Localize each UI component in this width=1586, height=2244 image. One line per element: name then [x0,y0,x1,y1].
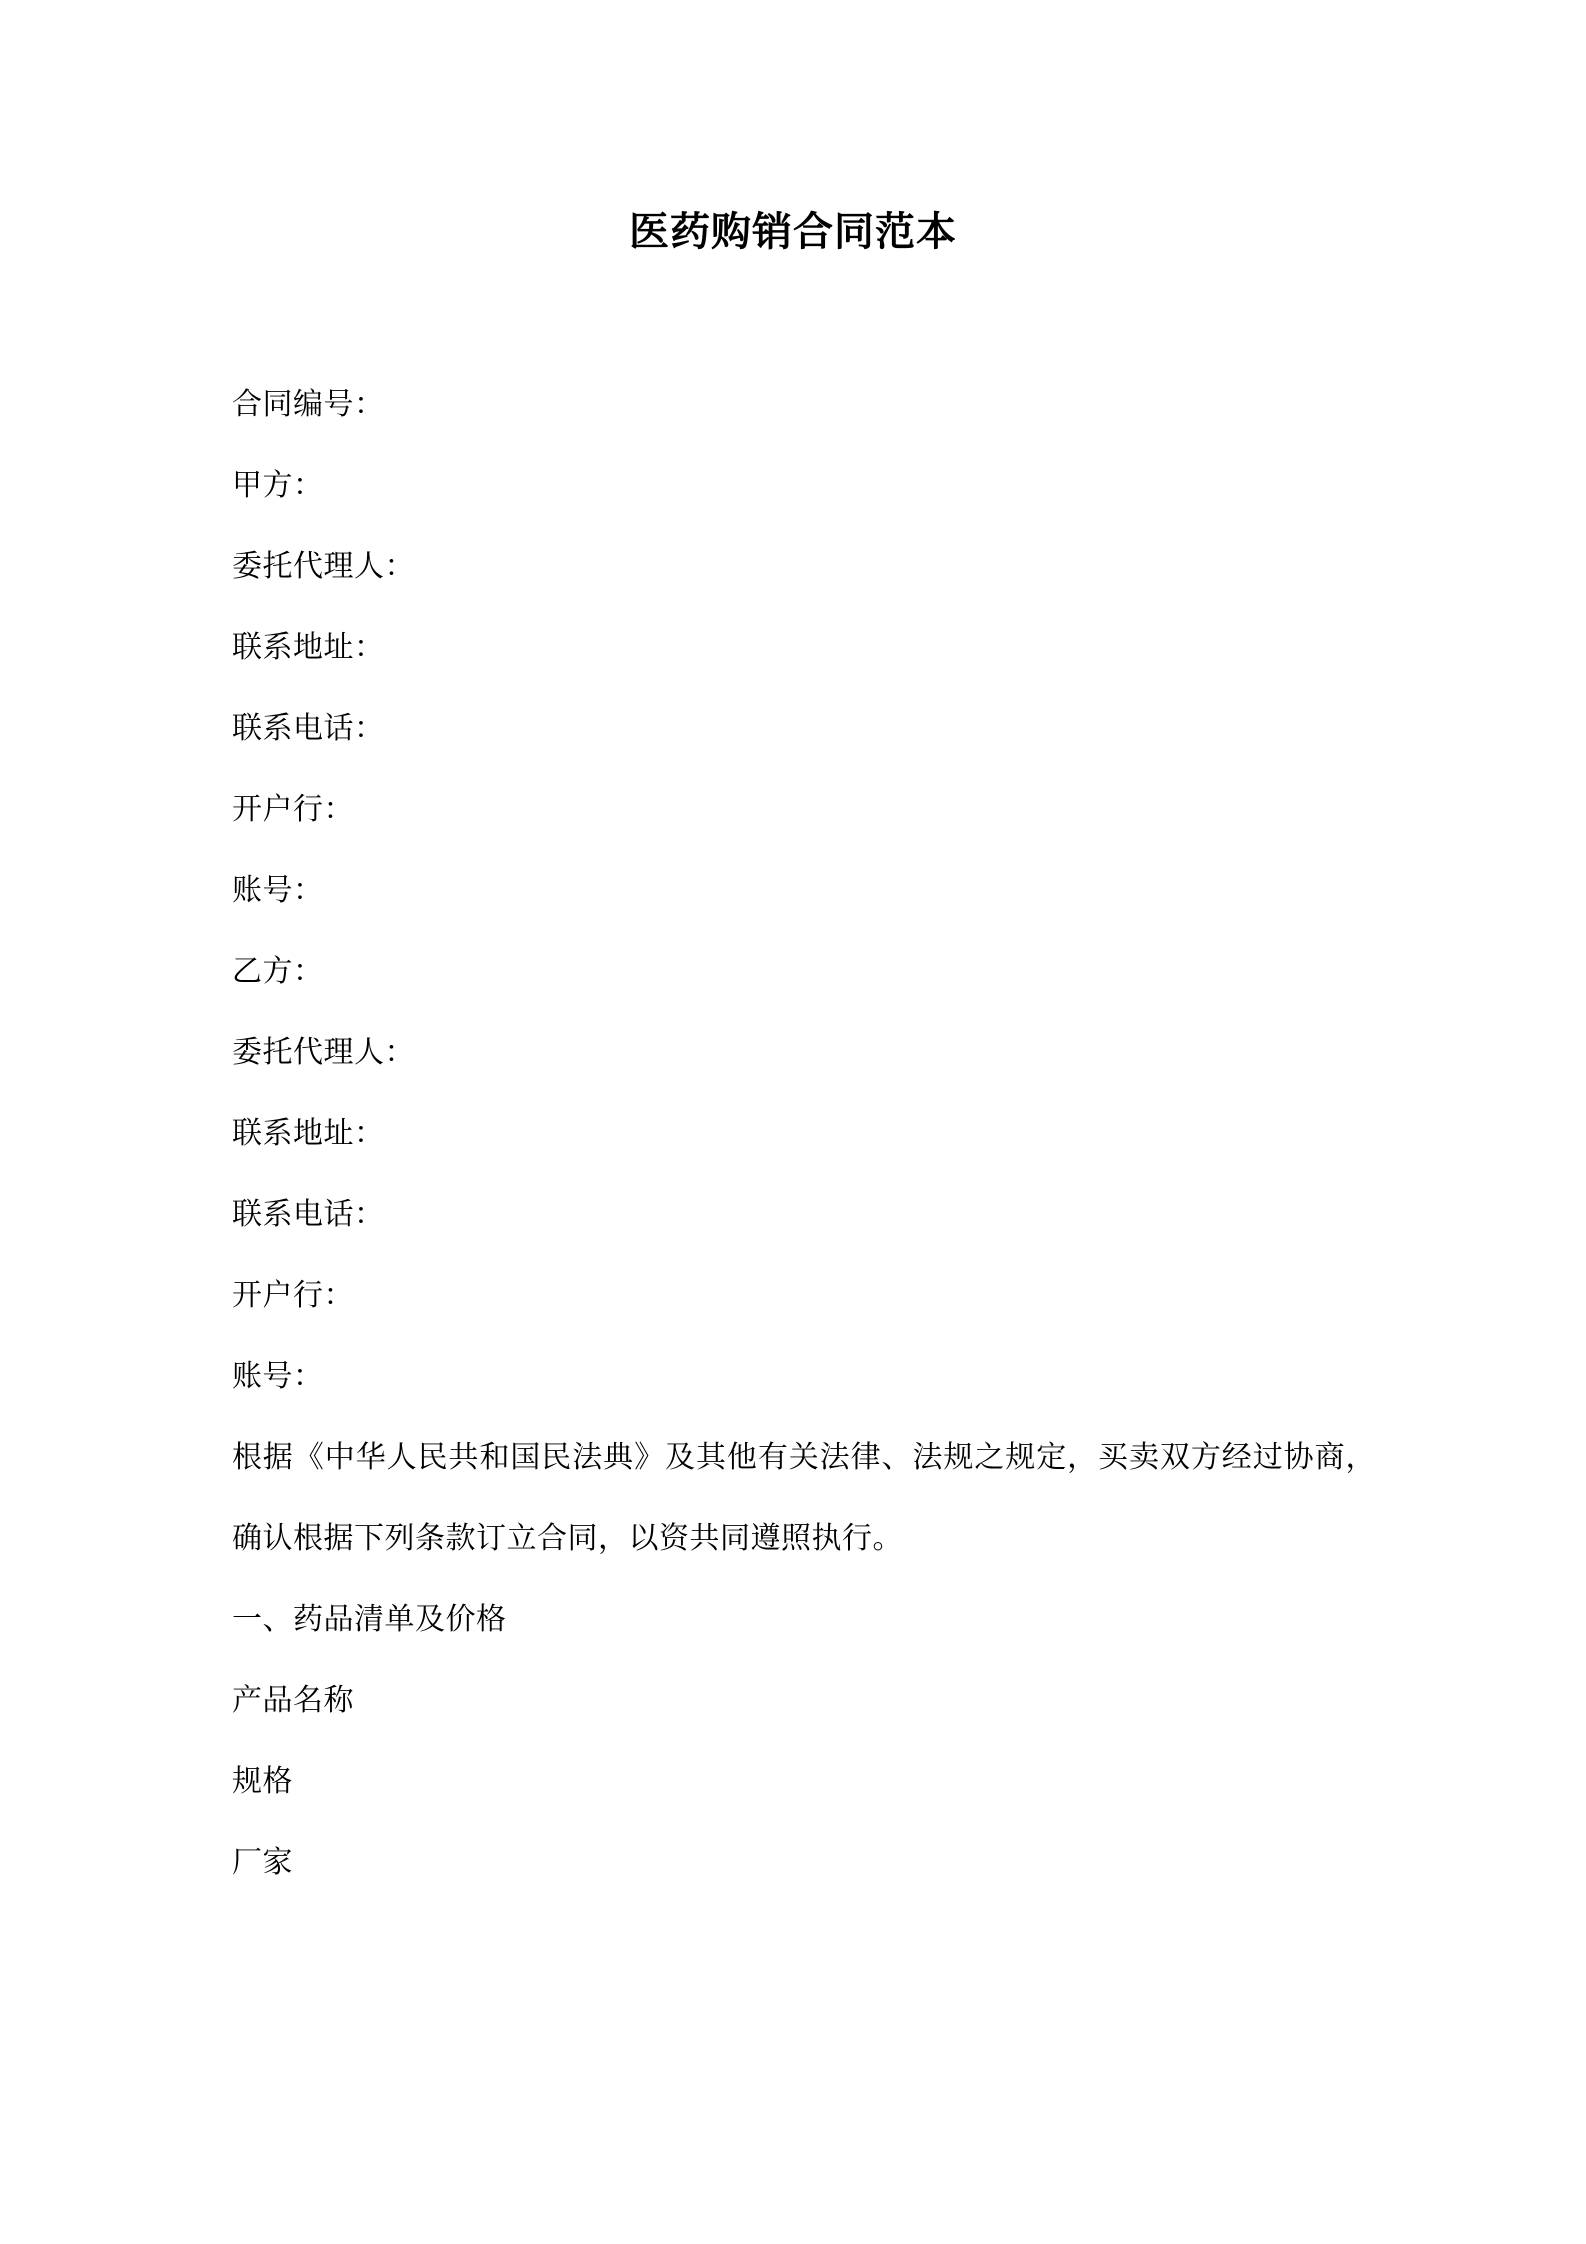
field-party-b-account: 账号： [232,1360,324,1393]
table-header-specification: 规格 [232,1765,293,1798]
page-title: 医药购销合同范本 [629,210,957,254]
document-body [0,364,1586,1903]
field-party-a-bank: 开户行： [232,793,354,826]
field-party-b-bank: 开户行： [232,1279,354,1312]
field-party-a: 甲方： [232,469,324,502]
section-heading-product-list: 一、药品清单及价格 [232,1603,507,1636]
field-party-a-address: 联系地址： [232,631,385,664]
field-party-b-address: 联系地址： [232,1117,385,1150]
table-header-manufacturer: 厂家 [232,1846,293,1879]
preamble-paragraph: 根据《中华人民共和国民法典》及其他有关法律、法规之规定，买卖双方经过协商，确认根据下列条款订立合同，以资共同遵照执行。 [232,1441,1376,1555]
field-party-a-phone: 联系电话： [232,712,385,745]
field-party-a-account: 账号： [232,874,324,907]
field-party-b: 乙方： [232,955,324,988]
field-party-b-agent: 委托代理人： [232,1036,415,1069]
field-party-b-phone: 联系电话： [232,1198,385,1231]
table-header-product-name: 产品名称 [232,1684,354,1717]
field-contract-number: 合同编号： [232,388,385,421]
field-party-a-agent: 委托代理人： [232,550,415,583]
